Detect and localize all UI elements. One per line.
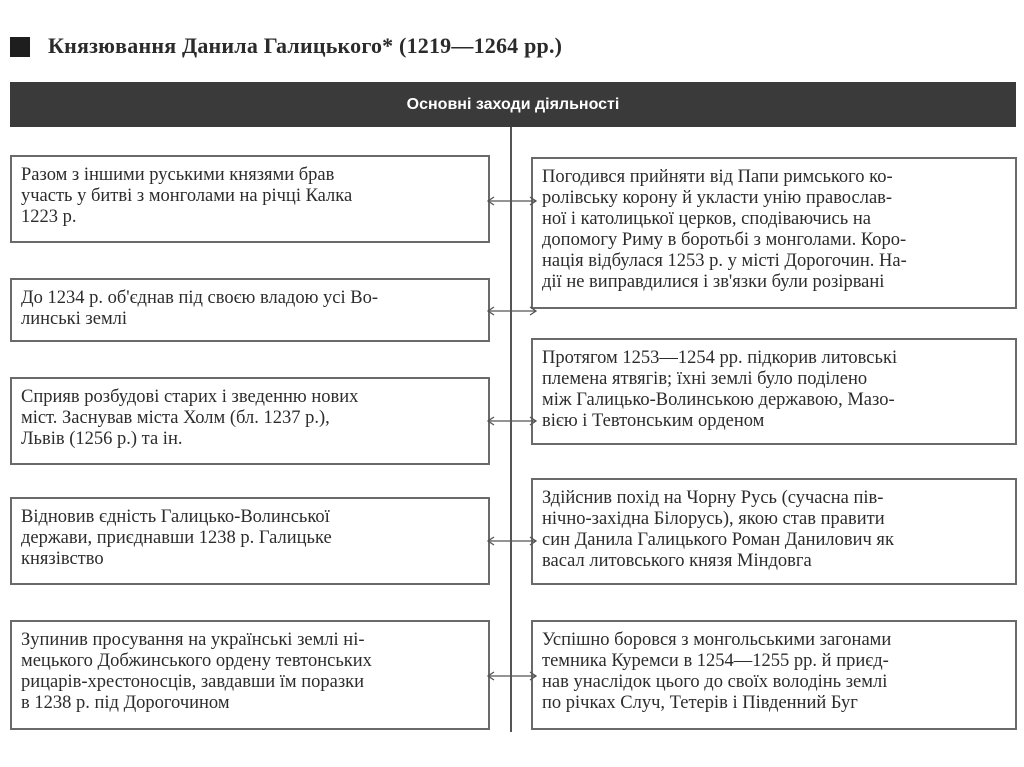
left-box-5-line-3: рицарів-хрестоносців, завдавши їм поразки [21, 672, 365, 692]
right-box-1-line-1: Погодився прийняти від Папи римського ко- [542, 167, 893, 187]
page-title: Князювання Данила Галицького* (1219—1264 рр.) [48, 33, 563, 58]
left-box-3-line-3: Львів (1256 р.) та ін. [21, 429, 183, 449]
right-box-3-line-3: син Данила Галицького Роман Данилович як [542, 530, 894, 550]
right-box-3-line-2: нічно-західна Білорусь), якою став правити [542, 509, 885, 529]
section-header [10, 82, 1016, 127]
right-box-1-line-4: допомогу Риму в боротьбі з монголами. Коро- [542, 230, 907, 250]
right-box-4-line-3: нав унаслідок цього до своїх володінь землі [542, 672, 888, 692]
right-box-1-line-3: ної і католицької церков, сподіваючись на [542, 209, 871, 229]
left-box-5-line-1: Зупинив просування на українські землі ні- [21, 630, 365, 650]
right-box-4-line-4: по річках Случ, Тетерів і Південний Буг [542, 693, 858, 713]
connector-arrow-3 [486, 415, 538, 427]
left-box-3 [10, 377, 490, 465]
connector-arrow-1 [486, 195, 538, 207]
right-box-1-line-5: нація відбулася 1253 р. у місті Дорогочин. На- [542, 251, 907, 271]
right-box-3-line-4: васал литовського князя Міндовга [542, 551, 812, 571]
right-box-3-line-1: Здійснив похід на Чорну Русь (сучасна пів- [542, 488, 884, 508]
central-axis-line [510, 127, 512, 732]
left-box-3-line-2: міст. Заснував міста Холм (бл. 1237 р.), [21, 408, 330, 428]
connector-arrow-4 [486, 535, 538, 547]
right-box-2 [531, 338, 1017, 445]
left-box-1-line-1: Разом з іншими руськими князями брав [21, 165, 335, 185]
left-box-5 [10, 620, 490, 730]
right-box-1-line-6: дії не виправдилися і зв'язки були розірвані [542, 272, 885, 292]
right-box-1 [531, 157, 1017, 309]
left-box-1-line-2: участь у битві з монголами на річці Калка [21, 186, 353, 206]
right-box-1-line-2: ролівську корону й укласти унію православ- [542, 188, 893, 208]
right-box-2-line-3: між Галицько-Волинською державою, Мазо- [542, 390, 895, 410]
left-box-2 [10, 278, 490, 342]
right-box-2-line-1: Протягом 1253—1254 рр. підкорив литовські [542, 348, 898, 368]
connector-arrow-5 [486, 670, 538, 682]
left-box-3-line-1: Сприяв розбудові старих і зведенню нових [21, 387, 359, 407]
right-box-2-line-4: вією і Тевтонським орденом [542, 411, 765, 431]
connector-arrow-2 [486, 305, 538, 317]
right-box-4 [531, 620, 1017, 730]
title-square-marker [10, 37, 30, 57]
left-box-2-line-2: линські землі [21, 309, 128, 329]
section-header-label: Основні заходи діяльності [406, 95, 620, 113]
left-box-5-line-4: в 1238 р. під Дорогочином [21, 693, 230, 713]
left-box-4-line-3: князівство [21, 549, 104, 569]
left-box-2-line-1: До 1234 р. об'єднав під своєю владою усі Во- [21, 288, 378, 308]
left-box-5-line-2: мецького Добжинського ордену тевтонських [21, 651, 372, 671]
right-box-4-line-1: Успішно боровся з монгольськими загонами [542, 630, 892, 650]
left-box-4-line-2: держави, приєднавши 1238 р. Галицьке [21, 528, 332, 548]
left-box-1-line-3: 1223 р. [21, 207, 77, 227]
left-box-1 [10, 155, 490, 243]
right-box-4-line-2: темника Куремси в 1254—1255 рр. й приєд- [542, 651, 889, 671]
right-box-2-line-2: племена ятвягів; їхні землі було поділено [542, 369, 868, 389]
left-box-4-line-1: Відновив єдність Галицько-Волинської [21, 507, 330, 527]
right-box-3 [531, 478, 1017, 585]
left-box-4 [10, 497, 490, 585]
